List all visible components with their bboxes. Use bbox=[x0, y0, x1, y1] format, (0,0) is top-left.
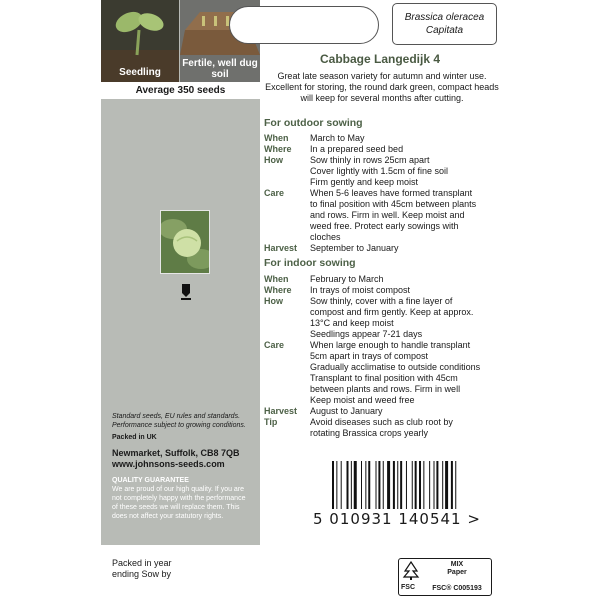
sowing-row-key: When bbox=[264, 274, 289, 284]
sowing-row bbox=[264, 296, 504, 340]
seedling-image bbox=[101, 0, 179, 82]
sowing-row-line: Sow thinly, cover with a fine layer of bbox=[310, 296, 453, 306]
sowing-row-line: Gradually acclimatise to outside conditions bbox=[310, 362, 481, 372]
barcode bbox=[330, 461, 495, 509]
sowing-row-key: Where bbox=[264, 144, 292, 154]
sowing-row-key: When bbox=[264, 133, 289, 143]
company-address bbox=[112, 448, 240, 470]
sowing-row-line: In a prepared seed bed bbox=[310, 144, 404, 154]
sowing-row-line: March to May bbox=[310, 133, 365, 143]
latin-name-box bbox=[392, 3, 497, 45]
fsc-code: FSC® C005193 bbox=[432, 585, 482, 592]
quality-guarantee-title: QUALITY GUARANTEE bbox=[112, 477, 189, 484]
outdoor-sowing-table bbox=[264, 133, 504, 254]
latin-name-line2: Capitata bbox=[425, 25, 464, 36]
sowing-row-line: Keep moist and weed free bbox=[310, 395, 415, 405]
sowing-row-line: August to January bbox=[310, 406, 383, 416]
sowing-row-line: 13°C and keep moist bbox=[310, 318, 394, 328]
sowing-row bbox=[264, 417, 504, 439]
sowing-row-key: Care bbox=[264, 340, 285, 350]
sowing-row-key: How bbox=[264, 155, 283, 165]
sowing-row bbox=[264, 285, 504, 296]
sowing-row-line: Firm gently and keep moist bbox=[310, 177, 419, 187]
sowing-row-value bbox=[310, 285, 504, 296]
website-link[interactable]: www.johnsons-seeds.com bbox=[112, 459, 225, 469]
fsc-word: FSC bbox=[401, 584, 415, 591]
product-description: Great late season variety for autumn and winter use. Excellent for storing, the round dark green, compact heads will keep for several months after cutting. bbox=[265, 71, 499, 103]
sowing-row-line: compost and firm gently. Keep at approx. bbox=[310, 307, 474, 317]
packed-in-uk: Packed in UK bbox=[112, 434, 157, 441]
product-title: Cabbage Langedijk 4 bbox=[319, 52, 441, 66]
seedling-caption: Seedling bbox=[119, 67, 161, 78]
sowing-row bbox=[264, 133, 504, 144]
sowing-row-value bbox=[310, 340, 504, 406]
sowing-row-line: Avoid diseases such as club root by bbox=[310, 417, 453, 427]
barcode-number: 5 010931 140541 > bbox=[313, 510, 481, 528]
address-line: Newmarket, Suffolk, CB8 7QB bbox=[112, 448, 240, 458]
sowing-row-line: Seedlings appear 7-21 days bbox=[310, 329, 423, 339]
sowing-row-value bbox=[310, 144, 504, 155]
sowing-row-line: weed free. Protect early sowings with bbox=[310, 221, 459, 231]
cabbage-photo bbox=[160, 210, 210, 274]
sowing-row-value bbox=[310, 406, 504, 417]
outdoor-sowing-heading: For outdoor sowing bbox=[264, 117, 363, 129]
sowing-row-line: September to January bbox=[310, 243, 399, 253]
sowing-row-line: between plants and rows. Firm in well bbox=[310, 384, 461, 394]
sowing-row-value bbox=[310, 133, 504, 144]
sowing-row-line: February to March bbox=[310, 274, 384, 284]
sowing-row-value bbox=[310, 417, 504, 439]
sowing-row-line: to final position with 45cm between plants bbox=[310, 199, 477, 209]
sowing-row-line: cloches bbox=[310, 232, 341, 242]
sowing-row-value bbox=[310, 296, 504, 340]
fsc-mix: MIX bbox=[450, 561, 464, 568]
sowing-row-key: Where bbox=[264, 285, 292, 295]
sowing-row bbox=[264, 155, 504, 188]
sowing-row-value bbox=[310, 274, 504, 285]
soil-caption: Fertile, well dug soil bbox=[182, 58, 258, 80]
sowing-row bbox=[264, 340, 504, 406]
packed-in-year-ending: Packed in year ending Sow by bbox=[112, 558, 172, 579]
sowing-row-key: Harvest bbox=[264, 406, 298, 416]
sowing-row-line: When large enough to handle transplant bbox=[310, 340, 471, 350]
sowing-row-line: In trays of moist compost bbox=[310, 285, 411, 295]
sowing-row-line: rotating Brassica crops yearly bbox=[310, 428, 429, 438]
sowing-row-value bbox=[310, 243, 504, 254]
fsc-mix-paper bbox=[422, 561, 492, 577]
sowing-row-line: and rows. Firm in well. Keep moist and bbox=[310, 210, 465, 220]
standard-seeds-note: Standard seeds, EU rules and standards. Performance subject to growing conditions. bbox=[112, 413, 246, 429]
cabbage-illustration bbox=[161, 211, 210, 274]
sowing-row-line: Cover lightly with 1.5cm of fine soil bbox=[310, 166, 449, 176]
blank-label-oval bbox=[229, 6, 379, 44]
quality-guarantee-text: We are proud of our high quality. If you are not completely happy with the performance of these seeds we will replace them. This does not affect your statutory rights. bbox=[112, 486, 246, 520]
indoor-sowing-heading: For indoor sowing bbox=[264, 257, 356, 269]
sowing-row bbox=[264, 243, 504, 254]
sowing-row-key: Tip bbox=[264, 417, 278, 427]
sowing-row-value bbox=[310, 188, 504, 243]
sowing-row-key: Harvest bbox=[264, 243, 298, 253]
sowing-row-key: Care bbox=[264, 188, 285, 198]
johnsons-logo-icon bbox=[180, 284, 192, 300]
sowing-row-line: Sow thinly in rows 25cm apart bbox=[310, 155, 430, 165]
indoor-sowing-table bbox=[264, 274, 504, 439]
sowing-row-value bbox=[310, 155, 504, 188]
sowing-row-line: 5cm apart in trays of compost bbox=[310, 351, 429, 361]
latin-name-line1: Brassica oleracea bbox=[404, 12, 485, 23]
sowing-row bbox=[264, 144, 504, 155]
sowing-row-line: Transplant to final position with 45cm bbox=[310, 373, 458, 383]
sowing-row-line: When 5-6 leaves have formed transplant bbox=[310, 188, 473, 198]
average-seeds: Average 350 seeds bbox=[101, 82, 260, 99]
sowing-row-key: How bbox=[264, 296, 283, 306]
sowing-row bbox=[264, 188, 504, 243]
fsc-tree-icon bbox=[402, 561, 420, 581]
fsc-paper: Paper bbox=[447, 569, 467, 576]
sowing-row bbox=[264, 406, 504, 417]
sowing-row bbox=[264, 274, 504, 285]
